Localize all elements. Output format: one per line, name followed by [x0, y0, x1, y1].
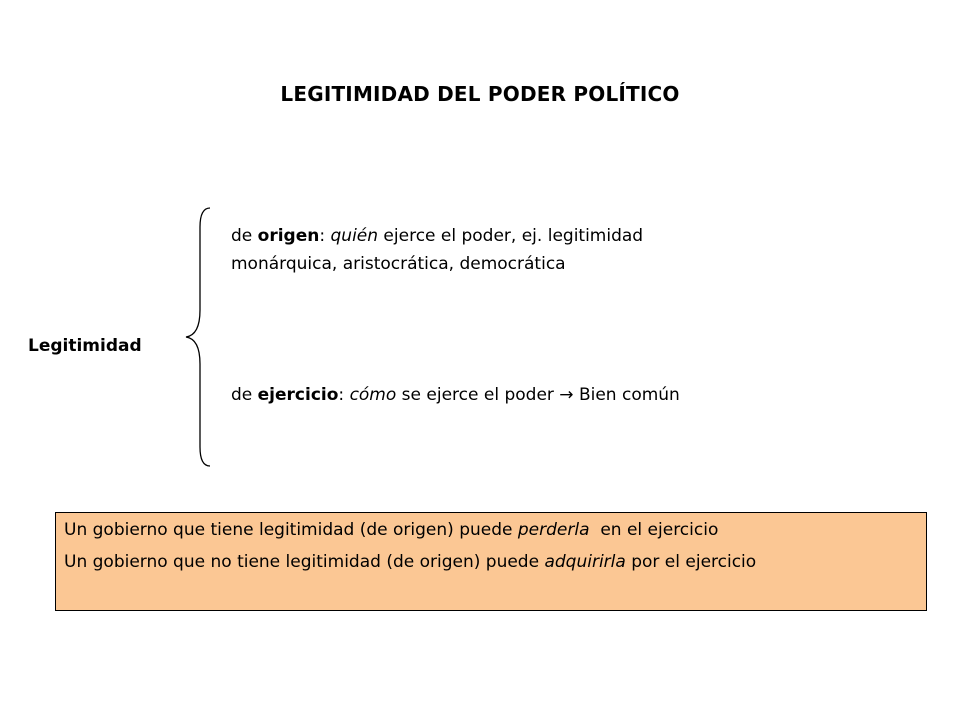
slide-title: LEGITIMIDAD DEL PODER POLÍTICO — [280, 82, 680, 106]
branch-prefix: de — [231, 385, 258, 405]
branch-rest: ejerce el poder, ej. legitimidad — [378, 226, 644, 246]
branch-keyword-origen: origen — [257, 226, 320, 246]
branch-question-como: cómo — [349, 385, 397, 405]
note-line-1-emphasis: perderla — [517, 520, 590, 540]
branch-prefix: de — [231, 226, 258, 246]
branch-result: Bien común — [573, 385, 680, 405]
note-line-1-end: en el ejercicio — [589, 520, 719, 540]
note-line-2-end: por el ejercicio — [625, 552, 757, 572]
note-line-1-text: Un gobierno que tiene legitimidad (de origen) puede — [64, 520, 518, 540]
curly-brace-icon — [180, 205, 220, 470]
branch-question-quien: quién — [330, 226, 379, 246]
branch-keyword-ejercicio: ejercicio — [257, 385, 339, 405]
note-box — [55, 512, 927, 611]
branch-colon: : — [319, 226, 331, 246]
note-line-2-text: Un gobierno que no tiene legitimidad (de origen) puede — [64, 552, 545, 572]
main-term-label: Legitimidad — [28, 336, 142, 356]
right-arrow-icon: → — [559, 385, 574, 405]
branch-examples: monárquica, aristocrática, democrática — [231, 254, 566, 274]
branch-colon: : — [338, 385, 350, 405]
branch-ejercicio — [231, 381, 831, 409]
branch-rest: se ejerce el poder — [396, 385, 560, 405]
note-line-2-emphasis: adquirirla — [544, 552, 626, 572]
note-line-2 — [64, 551, 918, 573]
branch-origen — [231, 222, 831, 278]
note-line-1 — [64, 519, 918, 541]
